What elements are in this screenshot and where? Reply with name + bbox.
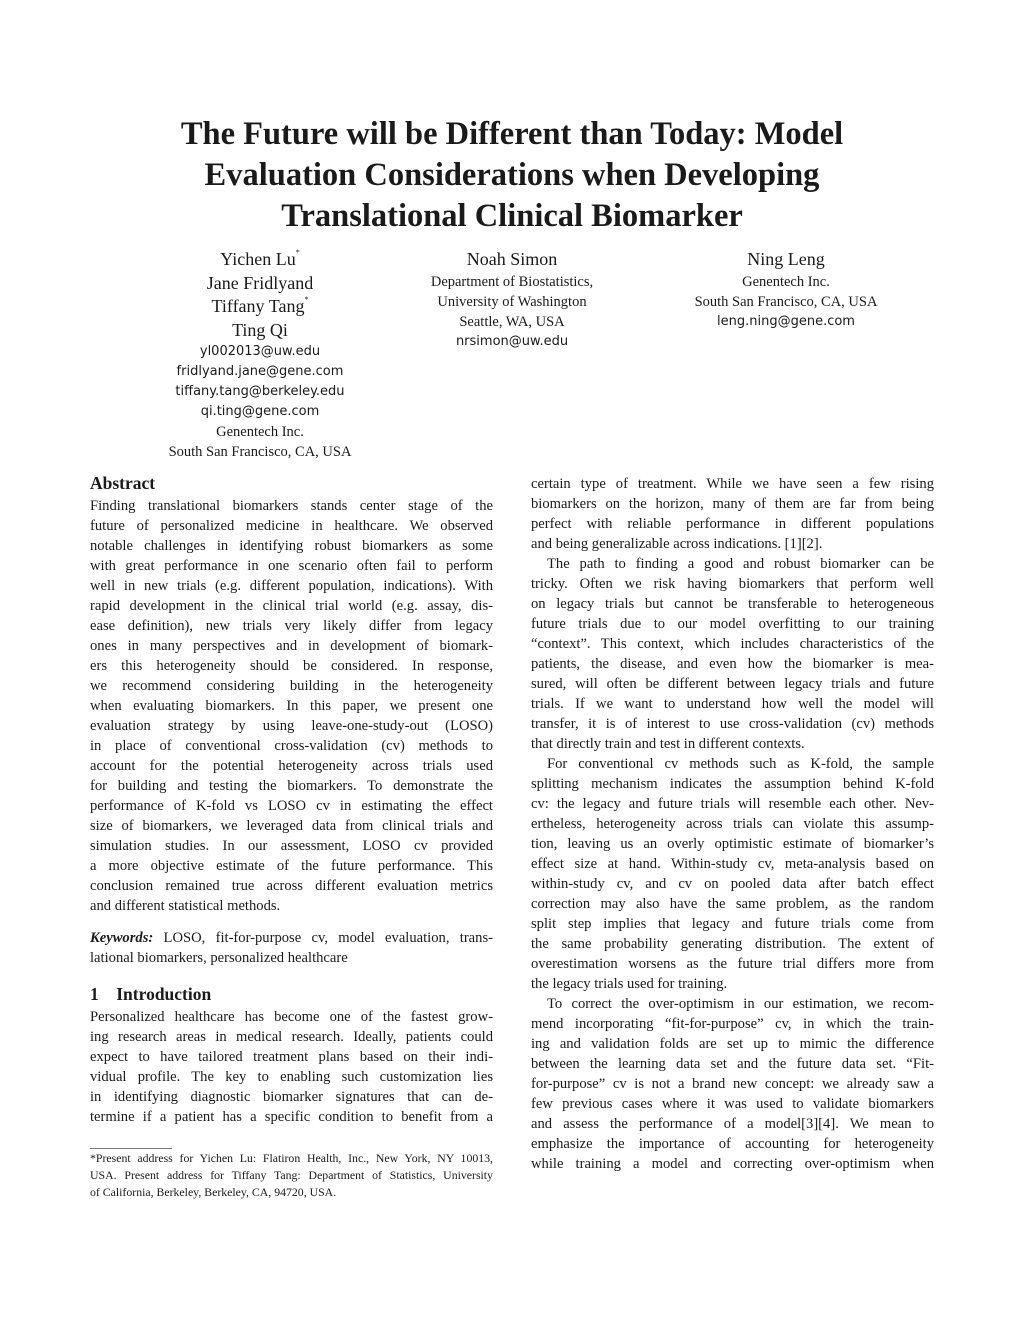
text-line: transfer, it is of interest to use cross-validation (cv) methods xyxy=(531,716,934,732)
author-name: Ning Leng xyxy=(747,249,825,269)
text-line: well in new trials (e.g. different population, indications). With xyxy=(90,578,493,594)
author-block-1 xyxy=(130,248,390,462)
right-column xyxy=(531,474,934,1174)
keywords-line xyxy=(90,928,493,948)
text-line: ers this heterogeneity should be considered. In response, xyxy=(90,658,493,674)
text-line: cv: the legacy and future trials will resemble each other. Nev- xyxy=(531,796,934,812)
text-line: that directly train and test in different contexts. xyxy=(531,736,805,752)
text-line: sured, will often be different between legacy trials and future xyxy=(531,676,934,692)
footnote xyxy=(90,1150,493,1201)
text-line: To correct the over-optimism in our estimation, we recom- xyxy=(547,996,934,1012)
text-line: with great performance in one scenario often fail to perform xyxy=(90,558,493,574)
text-line: vidual profile. The key to enabling such customization lies xyxy=(90,1069,493,1085)
text-line: expect to have tailored treatment plans based on their indi- xyxy=(90,1049,493,1065)
keywords xyxy=(90,928,493,968)
abstract-heading: Abstract xyxy=(90,473,156,493)
author-email[interactable]: qi.ting@gene.com xyxy=(200,404,320,419)
text-line: correction may also have the same problem, as the random xyxy=(531,896,934,912)
title-line: Translational Clinical Biomarker xyxy=(281,198,743,234)
text-line: Personalized healthcare has become one of the fastest grow- xyxy=(90,1009,493,1025)
text-line: tricky. Often we risk having biomarkers that perform well xyxy=(531,576,934,592)
text-line: while training a model and correcting over-optimism when xyxy=(531,1156,934,1172)
author-name: Yichen Lu* xyxy=(220,248,300,269)
footnote-rule xyxy=(90,1148,172,1149)
text-line: For conventional cv methods such as K-fold, the sample xyxy=(547,756,934,772)
paragraph xyxy=(531,994,934,1174)
keywords-label: Keywords: xyxy=(90,930,154,946)
text-line: future trials due to our model overfitting to our training xyxy=(531,616,934,632)
text-line: within-study cv, and cv on pooled data after batch effect xyxy=(531,876,934,892)
text-line: patients, the disease, and even how the biomarker is mea- xyxy=(531,656,934,672)
author-affiliation: South San Francisco, CA, USA xyxy=(168,444,352,460)
author-affiliation: Genentech Inc. xyxy=(216,424,304,440)
text-line: Finding translational biomarkers stands center stage of the xyxy=(90,498,493,514)
author-email[interactable]: yl002013@uw.edu xyxy=(199,344,321,359)
text-line: certain type of treatment. While we have seen a few rising xyxy=(531,476,934,492)
paragraph xyxy=(531,474,934,554)
text-line: and different statistical methods. xyxy=(90,898,281,914)
text-line: ertheless, heterogeneity across trials can violate this assump- xyxy=(531,816,934,832)
author-name: Jane Fridlyand xyxy=(206,272,314,293)
text-line: “context”. This context, which includes characteristics of the xyxy=(531,636,934,652)
text-line: the same probability generating distribution. The extent of xyxy=(531,936,934,952)
text-line: split step implies that legacy and future trials come from xyxy=(531,916,934,932)
keywords-line: lational biomarkers, personalized healthcare xyxy=(90,950,348,966)
author-affiliation: University of Washington xyxy=(437,293,587,310)
text-line: notable challenges in identifying robust biomarkers as some xyxy=(90,538,493,554)
left-column xyxy=(90,470,493,1127)
text-line: for building and testing the biomarkers. To demonstrate the xyxy=(90,778,493,794)
text-line: The path to finding a good and robust biomarker can be xyxy=(547,556,934,572)
text-line: account for the potential heterogeneity across trials used xyxy=(90,758,493,774)
text-line: a more objective estimate of the future performance. This xyxy=(90,858,493,874)
text-line: when evaluating biomarkers. In this paper, we present one xyxy=(90,698,493,714)
paragraph xyxy=(531,754,934,994)
text-line: ease definition), new trials very likely differ from legacy xyxy=(90,618,493,634)
text-line: effect size at hand. Within-study cv, meta-analysis based on xyxy=(531,856,934,872)
text-line: ing research areas in medical research. Ideally, patients could xyxy=(90,1029,493,1045)
paragraph xyxy=(531,554,934,754)
author-affiliation: Department of Biostatistics, xyxy=(430,273,594,290)
text-line: of California, Berkeley, Berkeley, CA, 94720, USA. xyxy=(90,1185,337,1199)
author-affiliation: Genentech Inc. xyxy=(742,273,830,290)
text-line: ing and validation folds are set up to mimic the difference xyxy=(531,1036,934,1052)
text-line: simulation studies. In our assessment, LOSO cv provided xyxy=(90,838,493,854)
text-line: future of personalized medicine in healthcare. We observed xyxy=(90,518,493,534)
introduction-body xyxy=(90,1007,493,1127)
text-line: *Present address for Yichen Lu: Flatiron Health, Inc., New York, NY 10013, xyxy=(90,1151,493,1165)
author-block-2 xyxy=(382,248,642,352)
author-name: Noah Simon xyxy=(466,249,558,269)
text-line: performance of K-fold vs LOSO cv in estimating the effect xyxy=(90,798,493,814)
author-email[interactable]: nrsimon@uw.edu xyxy=(455,333,569,349)
text-line: perfect with reliable performance in different populations xyxy=(531,516,934,532)
text-line: for-purpose” cv is not a brand new concept: we already saw a xyxy=(531,1076,934,1092)
section-heading-introduction: 1 Introduction xyxy=(90,984,212,1004)
text-line: in identifying diagnostic biomarker signatures that can de- xyxy=(90,1089,493,1105)
text-line: between the learning data set and the future data set. “Fit- xyxy=(531,1056,934,1072)
text-line: and assess the performance of a model[3][4]. We mean to xyxy=(531,1116,934,1132)
author-name: Ting Qi xyxy=(232,319,288,340)
text-line: overestimation worsens as the future trial differs more from xyxy=(531,956,934,972)
author-email[interactable]: leng.ning@gene.com xyxy=(717,313,855,329)
text-line: emphasize the importance of accounting for heterogeneity xyxy=(531,1136,934,1152)
title-line: The Future will be Different than Today: Model xyxy=(180,116,844,152)
keywords-text: LOSO, fit-for-purpose cv, model evaluation, trans- xyxy=(163,930,493,946)
text-line: we recommend considering building in the heterogeneity xyxy=(90,678,493,694)
text-line: trials. If we want to understand how well the model will xyxy=(531,696,934,712)
title-line: Evaluation Considerations when Developing xyxy=(204,157,820,193)
author-name: Tiffany Tang* xyxy=(211,295,309,316)
author-email[interactable]: tiffany.tang@berkeley.edu xyxy=(175,384,345,399)
author-block-3 xyxy=(656,248,916,332)
text-line: mend incorporating “fit-for-purpose” cv, in which the train- xyxy=(531,1016,934,1032)
paper-title xyxy=(0,114,1024,237)
text-line: biomarkers on the horizon, many of them are far from being xyxy=(531,496,934,512)
text-line: rapid development in the clinical trial world (e.g. assay, dis- xyxy=(90,598,493,614)
text-line: conclusion remained true across different evaluation metrics xyxy=(90,878,493,894)
text-line: few previous cases where it was used to validate biomarkers xyxy=(531,1096,934,1112)
text-line: ones in many perspectives and in development of biomark- xyxy=(90,638,493,654)
text-line: termine if a patient has a specific condition to benefit from a xyxy=(90,1109,493,1125)
author-email[interactable]: fridlyand.jane@gene.com xyxy=(176,364,344,379)
text-line: evaluation strategy by using leave-one-study-out (LOSO) xyxy=(90,718,493,734)
text-line: size of biomarkers, we leveraged data from clinical trials and xyxy=(90,818,493,834)
text-line: and being generalizable across indications. [1][2]. xyxy=(531,536,823,552)
text-line: splitting mechanism indicates the assumption behind K-fold xyxy=(531,776,934,792)
text-line: on legacy trials but cannot be transferable to heterogeneous xyxy=(531,596,934,612)
text-line: USA. Present address for Tiffany Tang: Department of Statistics, University xyxy=(90,1168,493,1182)
text-line: the legacy trials used for training. xyxy=(531,976,728,992)
text-line: tion, leaving us an overly optimistic estimate of biomarker’s xyxy=(531,836,934,852)
author-affiliation: South San Francisco, CA, USA xyxy=(694,293,878,310)
author-affiliation: Seattle, WA, USA xyxy=(459,313,565,330)
text-line: in place of conventional cross-validation (cv) methods to xyxy=(90,738,493,754)
abstract-body xyxy=(90,496,493,916)
